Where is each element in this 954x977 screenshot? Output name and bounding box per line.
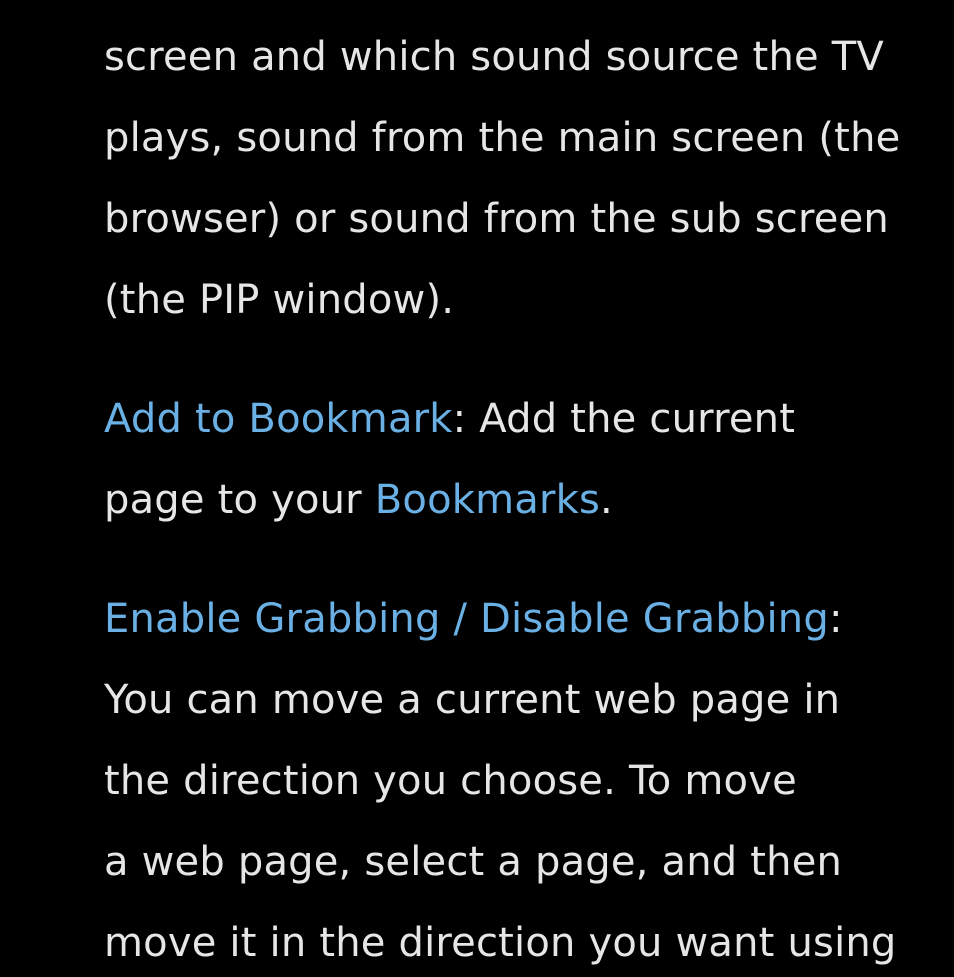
pip-text-line-3: browser) or sound from the sub screen (104, 196, 889, 242)
bookmark-line-1 (104, 395, 795, 443)
pip-text-line-2: plays, sound from the main screen (the (104, 115, 901, 161)
add-to-bookmark-term: Add to Bookmark (104, 396, 453, 442)
bookmarks-link: Bookmarks (374, 477, 601, 523)
grabbing-line-1 (104, 595, 843, 643)
grabbing-line-5: move it in the direction you want using (104, 920, 897, 966)
grabbing-term-suffix: : (828, 596, 843, 642)
bookmark-line-2-end: . (600, 477, 613, 523)
pip-text-line-4: (the PIP window). (104, 277, 455, 323)
grabbing-line-2: You can move a current web page in (104, 677, 841, 723)
grabbing-term: Enable Grabbing / Disable Grabbing (104, 596, 829, 642)
pip-text-line-1: screen and which sound source the TV (104, 34, 884, 80)
grabbing-line-3: the direction you choose. To move (104, 758, 797, 804)
bookmark-description: : Add the current (452, 396, 796, 442)
bookmark-line-2 (104, 476, 613, 524)
bookmark-line-2-start: page to your (104, 477, 375, 523)
grabbing-line-4: a web page, select a page, and then (104, 839, 843, 885)
